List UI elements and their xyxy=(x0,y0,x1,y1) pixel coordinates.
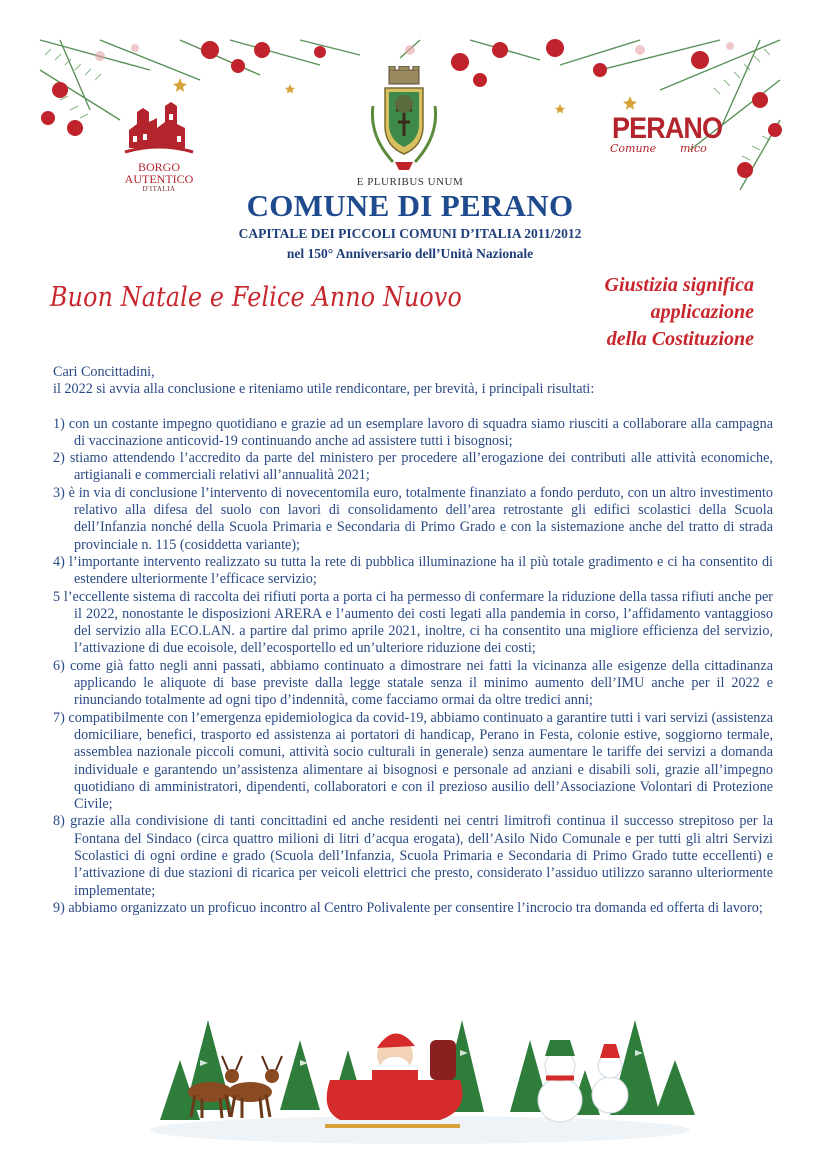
logo-right-sub1: Comune xyxy=(610,142,657,155)
municipal-crest-icon xyxy=(363,66,445,174)
list-item: 2) stiamo attendendo l’accredito da parte del ministero per procedere all’erogazione dei contributi alle attività economiche, artigianali e commerciali relativi all’annualità 2021; xyxy=(53,450,773,484)
borgo-town-icon xyxy=(123,98,195,156)
list-item: 9) abbiamo organizzato un proficuo incontro al Centro Polivalente per consentire l’incrocio tra domanda ed offerta di lavoro; xyxy=(53,899,763,916)
list-item: 3) è in via di conclusione l’intervento di novecentomila euro, totalmente finanziato a fondo perduto, con un altro investimento relativo alla difesa del suolo con lavori di consolidamento dell’area retrostante gli edifici scolastici della Scuola dell’Infanzia nonché della Scuola Primaria e Secondaria di Primo Grado e con la sistemazione anche del tratto di strada provinciale n. 115 (cosiddetta variante); xyxy=(53,484,773,553)
list-item: 7) compatibilmente con l’emergenza epidemiologica da covid-19, abbiamo continuato a garantire tutti i vari servizi (assistenza domiciliare, benefici, trasporto ed assistenza ai portatori di handicap, Perano in Festa, colonie estive, soggiorno termale, assemblea nazionale piccoli comuni, attività socio culturali in generale) senza aumentare le tariffe dei servizi a domanda individuale e garantendo un’assistenza alimentare ai bisognosi e personale ad anziani e disabili soli, grazie all’impegno quotidiano di amministratori, dipendenti, collaboratori e con il prezioso ausilio dell’Associazione Volontari di Protezione Civile; xyxy=(53,709,773,813)
logo-left-line3: D'ITALIA xyxy=(142,185,176,193)
list-item: 8) grazie alla condivisione di tanti concittadini ed anche residenti nei centri limitrofi continua il successo strepitoso per la Fontana del Sindaco (circa quattro milioni di litri d’acqua erogata), dell’Asilo Nido Comunale e per tutti gli altri Servizi Scolastici di ogni ordine e grado (Scuola dell’Infanzia, Scuola Primaria e Secondaria di Primo Grado tutte eccellenti) e l’attivazione di due stazioni di ricarica per veicoli elettrici che presto, considerato l’assiduo utilizzo saranno ulteriormente implementate; xyxy=(53,813,773,899)
quote-line1: Giustizia significa xyxy=(604,274,754,296)
logo-left-line2: AUTENTICO xyxy=(124,172,194,186)
quote-line3: della Costituzione xyxy=(606,328,754,350)
letter-body xyxy=(53,364,773,917)
perano-comune-amico-logo xyxy=(604,112,722,166)
christmas-greeting: Buon Natale e Felice Anno Nuovo xyxy=(50,282,462,313)
logo-right-sub2: mico xyxy=(680,142,707,155)
intro: il 2022 si avvia alla conclusione e riteniamo utile rendicontare, per brevità, i principali risultati: xyxy=(53,381,595,398)
christmas-scene-illustration xyxy=(140,1000,700,1150)
motto: E PLURIBUS UNUM xyxy=(356,176,464,188)
page-subtitle-anniversary: nel 150° Anniversario dell’Unità Nazionale xyxy=(286,246,534,261)
salutation: Cari Concittadini, xyxy=(53,364,155,380)
page-title: COMUNE DI PERANO xyxy=(246,188,574,223)
list-item: 4) l’importante intervento realizzato su tutta la rete di pubblica illuminazione ha il più totale gradimento e ci ha consentito di estendere ulteriormente l’efficace servizio; xyxy=(53,553,773,588)
list-item: 6) come già fatto negli anni passati, abbiamo continuato a dimostrare nei fatti la vicinanza alle esigenze della cittadinanza applicando le aliquote di base previste dalla legge statale senza il minimo aumento dell’IMU anche per il 2022 e rinunciando totalmente ad ogni tipo d’indennità, come facciamo ormai da oltre tredici anni; xyxy=(53,657,773,709)
list-item: 1) con un costante impegno quotidiano e grazie ad un esemplare lavoro di squadra siamo riusciti a collaborare alla campagna di vaccinazione anticovid-19 continuando anche ad assistere tutti i bisognosi; xyxy=(53,415,773,449)
logo-right-word: PERANO xyxy=(612,112,723,145)
page-subtitle: CAPITALE DEI PICCOLI COMUNI D’ITALIA 2011/2012 xyxy=(238,226,582,241)
logo-left-line1: BORGO xyxy=(137,160,180,174)
santa-icon xyxy=(372,1033,456,1084)
justice-quote xyxy=(605,272,754,353)
sleigh-icon xyxy=(325,1080,463,1126)
list-item: 5 l’eccellente sistema di raccolta dei rifiuti porta a porta ci ha permesso di confermare la riduzione della tassa rifiuti anche per il 2022, nonostante le disposizioni ARERA e l’aumento dei costi legati alla pandemia in corso, l’affidamento vantaggioso del servizio alla ECO.LAN. a partire dal primo aprile 2021, inoltre, ci ha consentito una migliore efficienza del servizio, l’attivazione di due ecoisole, dell’ecosportello ed un’ulteriore riduzione dei costi; xyxy=(53,588,773,657)
quote-line2: applicazione xyxy=(650,301,754,323)
